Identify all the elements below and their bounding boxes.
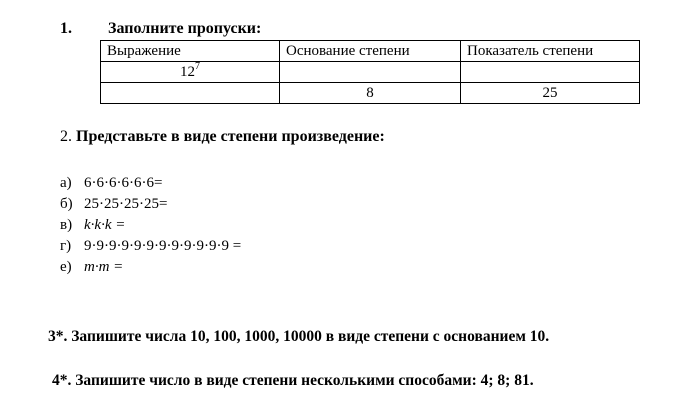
cell-expression bbox=[101, 62, 280, 83]
task3-text: 3*. Запишите числа 10, 100, 1000, 10000 в виде степени с основанием 10. bbox=[48, 328, 550, 345]
task2-heading bbox=[60, 128, 385, 146]
item-label: б) bbox=[60, 196, 73, 212]
task4-text: 4*. Запишите число в виде степени несколькими способами: 4; 8; 81. bbox=[52, 372, 534, 389]
list-item bbox=[60, 217, 125, 234]
cell-base: 8 bbox=[280, 83, 461, 104]
cell-exponent: 25 bbox=[461, 83, 640, 104]
table-row bbox=[101, 83, 640, 104]
list-item bbox=[60, 175, 162, 192]
table-row bbox=[101, 62, 640, 83]
task1-number: 1. bbox=[60, 20, 72, 37]
item-expression: 6·6·6·6·6·6= bbox=[84, 175, 163, 191]
cell-base bbox=[280, 62, 461, 83]
item-label: а) bbox=[60, 175, 72, 191]
item-expression: 25·25·25·25= bbox=[84, 196, 168, 212]
item-label: в) bbox=[60, 217, 73, 233]
expression-exponent: 7 bbox=[195, 61, 200, 72]
list-item bbox=[60, 259, 123, 276]
item-expression: m·m = bbox=[84, 259, 124, 275]
expression-base: 12 bbox=[180, 64, 195, 80]
cell-exponent bbox=[461, 62, 640, 83]
header-base: Основание степени bbox=[280, 41, 461, 62]
task2-title: Представьте в виде степени произведение: bbox=[76, 128, 385, 145]
item-label: е) bbox=[60, 259, 72, 275]
table-header-row bbox=[101, 41, 640, 62]
header-expression: Выражение bbox=[101, 41, 280, 62]
cell-expression bbox=[101, 83, 280, 104]
item-expression: 9·9·9·9·9·9·9·9·9·9·9·9 = bbox=[84, 238, 242, 254]
task1-title: Заполните пропуски: bbox=[108, 20, 262, 37]
header-exponent: Показатель степени bbox=[461, 41, 640, 62]
powers-table bbox=[100, 40, 640, 104]
item-expression: k·k·k = bbox=[84, 217, 126, 233]
list-item bbox=[60, 196, 167, 213]
item-label: г) bbox=[60, 238, 72, 254]
task2-number: 2. bbox=[60, 128, 72, 145]
list-item bbox=[60, 238, 241, 255]
